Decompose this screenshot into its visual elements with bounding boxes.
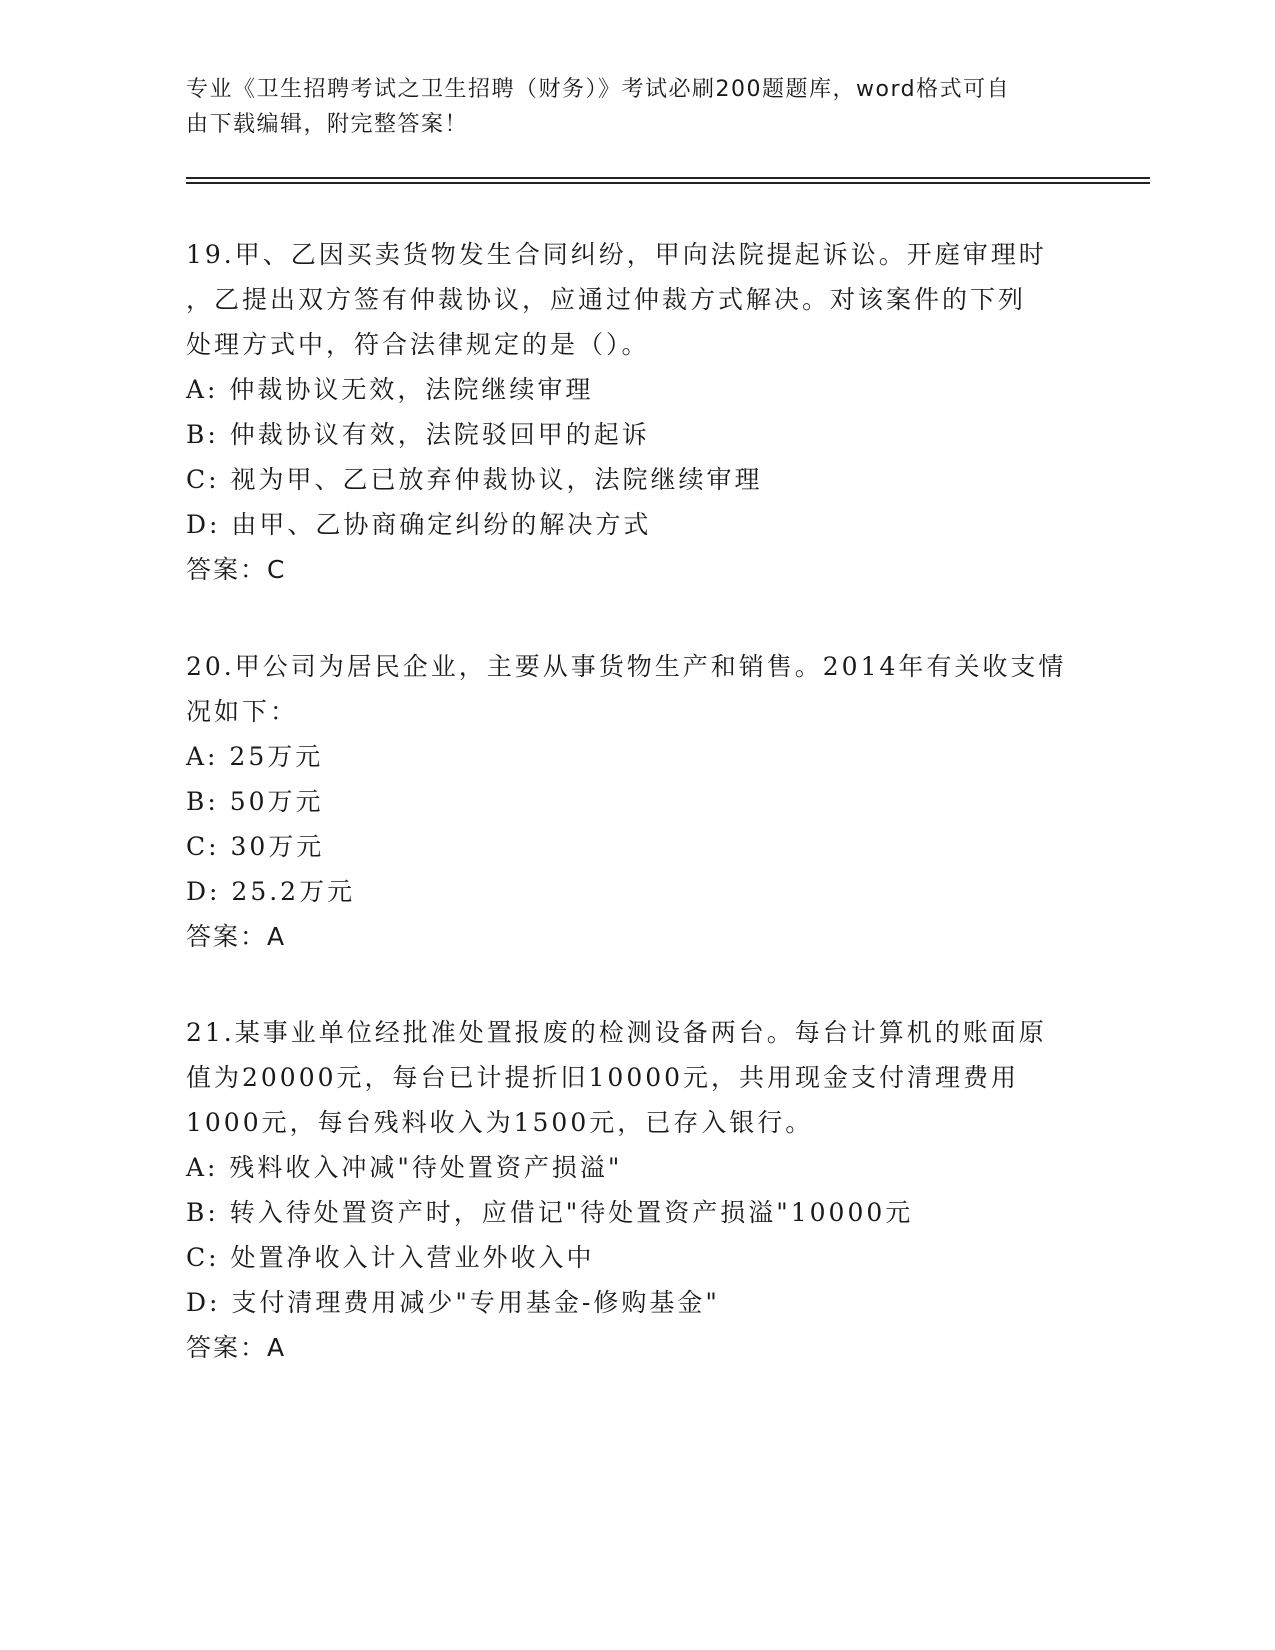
answer: 答案：C [186,555,287,584]
option-c: C: 处置净收入计入营业外收入中 [186,1243,595,1272]
option-a: A: 25万元 [186,742,324,771]
option-d: D: 25.2万元 [186,877,356,906]
option-c: C: 视为甲、乙已放弃仲裁协议，法院继续审理 [186,465,763,494]
header-divider-top [186,177,1150,179]
question-stem: 20.甲公司为居民企业，主要从事货物生产和销售。2014年有关收支情 况如下： [186,652,1067,726]
question-20 [186,644,1086,959]
question-stem: 21.某事业单位经批准处置报废的检测设备两台。每台计算机的账面原 值为20000元，每台已计提折旧10000元，共用现金支付清理费用 1000元，每台残料收入为1500元，已存入银行。 [186,1018,1047,1137]
option-d: D: 支付清理费用减少"专用基金-修购基金" [186,1288,720,1317]
option-b: B: 仲裁协议有效，法院驳回甲的起诉 [186,420,650,449]
question-stem: 19.甲、乙因买卖货物发生合同纠纷，甲向法院提起诉讼。开庭审理时 ，乙提出双方签有仲裁协议，应通过仲裁方式解决。对该案件的下列 处理方式中，符合法律规定的是（）。 [186,240,1047,359]
option-b: B: 转入待处置资产时，应借记"待处置资产损溢"10000元 [186,1198,914,1227]
option-d: D: 由甲、乙协商确定纠纷的解决方式 [186,510,652,539]
option-b: B: 50万元 [186,787,324,816]
answer: 答案：A [186,922,287,951]
option-a: A: 残料收入冲减"待处置资产损溢" [186,1153,623,1182]
option-a: A: 仲裁协议无效，法院继续审理 [186,375,594,404]
question-19 [186,232,1086,592]
header-divider-bottom [186,182,1150,184]
document-header: 专业《卫生招聘考试之卫生招聘（财务）》考试必刷200题题库，word格式可自 由下载编辑，附完整答案！ [186,77,1011,137]
option-c: C: 30万元 [186,832,325,861]
question-21 [186,1010,1086,1370]
answer: 答案：A [186,1333,287,1362]
